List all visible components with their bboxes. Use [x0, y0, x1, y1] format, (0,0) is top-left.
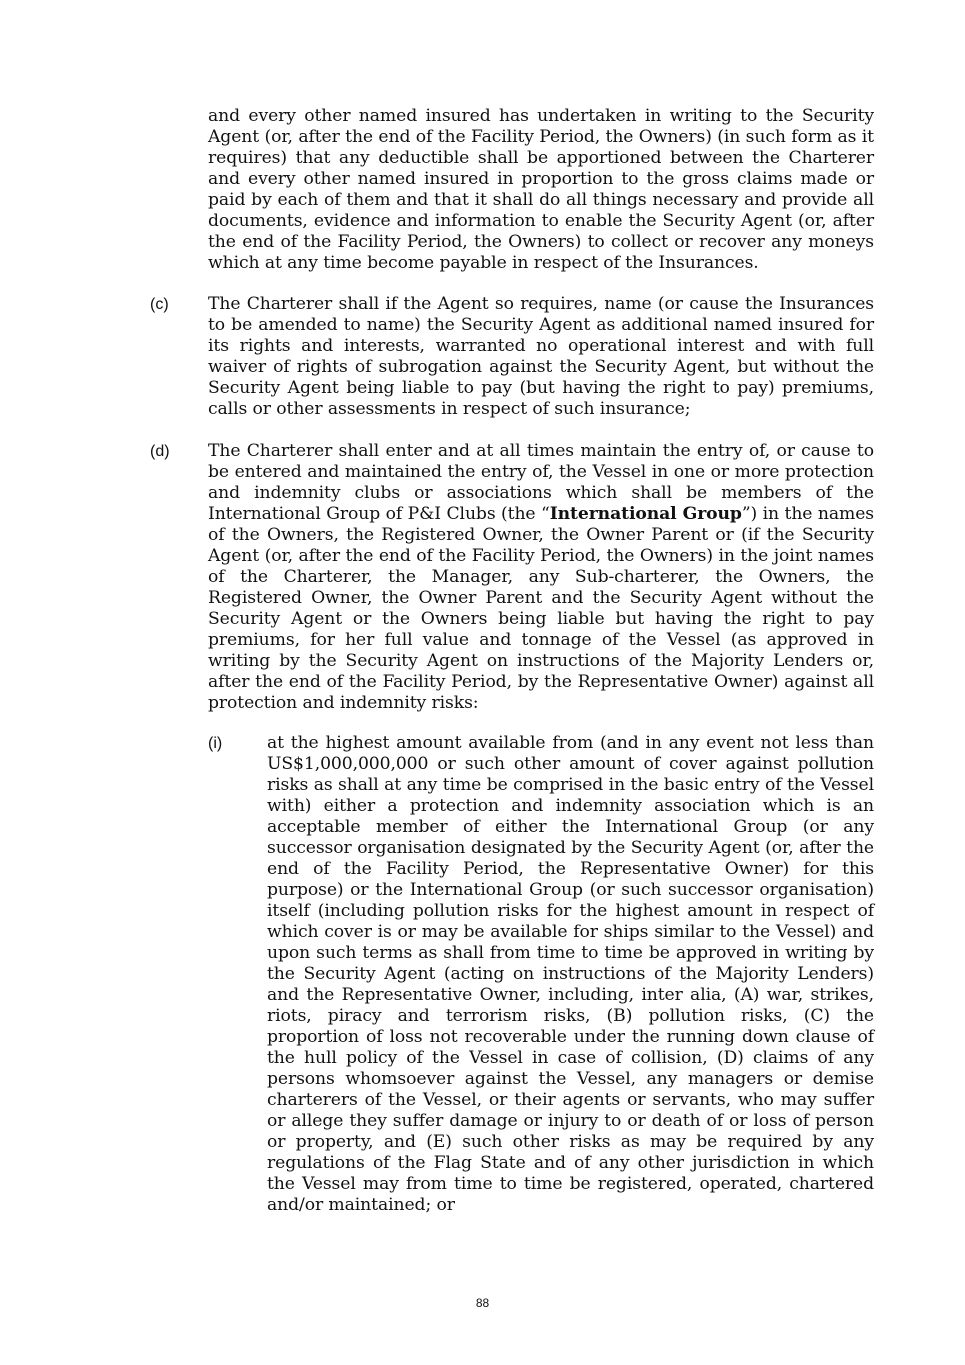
- clause-d-text-before: The Charterer shall enter and at all times maintain the entry of, or cause to be entered and maintained the entry of, the Vessel in one or more protection and indemnity clubs or associations which shall be members of the International Group of P&I Clubs (the “: [208, 441, 874, 524]
- page-number: 88: [475, 1296, 490, 1310]
- clause-d-text-after: ”) in the names of the Owners, the Registered Owner, the Owner Parent or (if the Security Agent (or, after the end of the Facility Period, the Owners) in the joint names of the Charterer, the Manager, any Sub-charterer, the Owners, the Registered Owner, the Owner Parent and the Security Agent without the Security Agent or the Owners being liable but having the right to pay premiums, for her full value and tonnage of the Vessel (as approved in writing by the Security Agent on instructions of the Majority Lenders or, after the end of the Facility Period, by the Representative Owner) against all protection and indemnity risks:: [208, 504, 874, 713]
- sub-clause-i-label: (i): [208, 735, 223, 752]
- sub-clause-i-text: at the highest amount available from (and in any event not less than US$1,000,000,000 or such other amount of cover against pollution risks as shall at any time be comprised in the basic entry of the Vessel with) either a protection and indemnity association which is an acceptable member of either the International Group (or any successor organisation designated by the Security Agent (or, after the end of the Facility Period, the Representative Owner) for this purpose) or the International Group (or such successor organisation) itself (including pollution risks for the highest amount in respect of which cover is or may be available for ships similar to the Vessel) and upon such terms as shall from time to time be approved in writing by the Security Agent (acting on instructions of the Majority Lenders) and the Representative Owner, including, inter alia, (A) war, strikes, riots, piracy and terrorism risks, (B) pollution risks, (C) the proportion of loss not recoverable under the running down clause of the hull policy of the Vessel in case of collision, (D) claims of any persons whomsoever against the Vessel, any managers or demise charterers of the Vessel, or their agents or servants, who may suffer or allege they suffer damage or injury to or death of or loss of person or property, and (E) such other risks as may be required by any regulations of the Flag State and of any other jurisdiction in which the Vessel may from time to time be registered, operated, chartered and/or maintained; or: [267, 733, 874, 1215]
- defined-term-international-group: International Group: [549, 504, 742, 524]
- clause-c-label: (c): [150, 296, 169, 313]
- clause-d-label: (d): [150, 443, 170, 460]
- clause-d-text: [208, 441, 874, 714]
- clause-c-text: The Charterer shall if the Agent so requires, name (or cause the Insurances to be amended to name) the Security Agent as additional named insured for its rights and interests, warranted no operational interest and with full waiver of rights of subrogation against the Security Agent, but without the Security Agent being liable to pay (but having the right to pay) premiums, calls or other assessments in respect of such insurance;: [208, 294, 874, 419]
- continuation-paragraph: and every other named insured has undertaken in writing to the Security Agent (or, after the end of the Facility Period, the Owners) (in such form as it requires) that any deductible shall be apportioned between the Charterer and every other named insured in proportion to the gross claims made or paid by each of them and that it shall do all things necessary and provide all documents, evidence and information to enable the Security Agent (or, after the end of the Facility Period, the Owners) to collect or recover any moneys which at any time become payable in respect of the Insurances.: [208, 106, 874, 273]
